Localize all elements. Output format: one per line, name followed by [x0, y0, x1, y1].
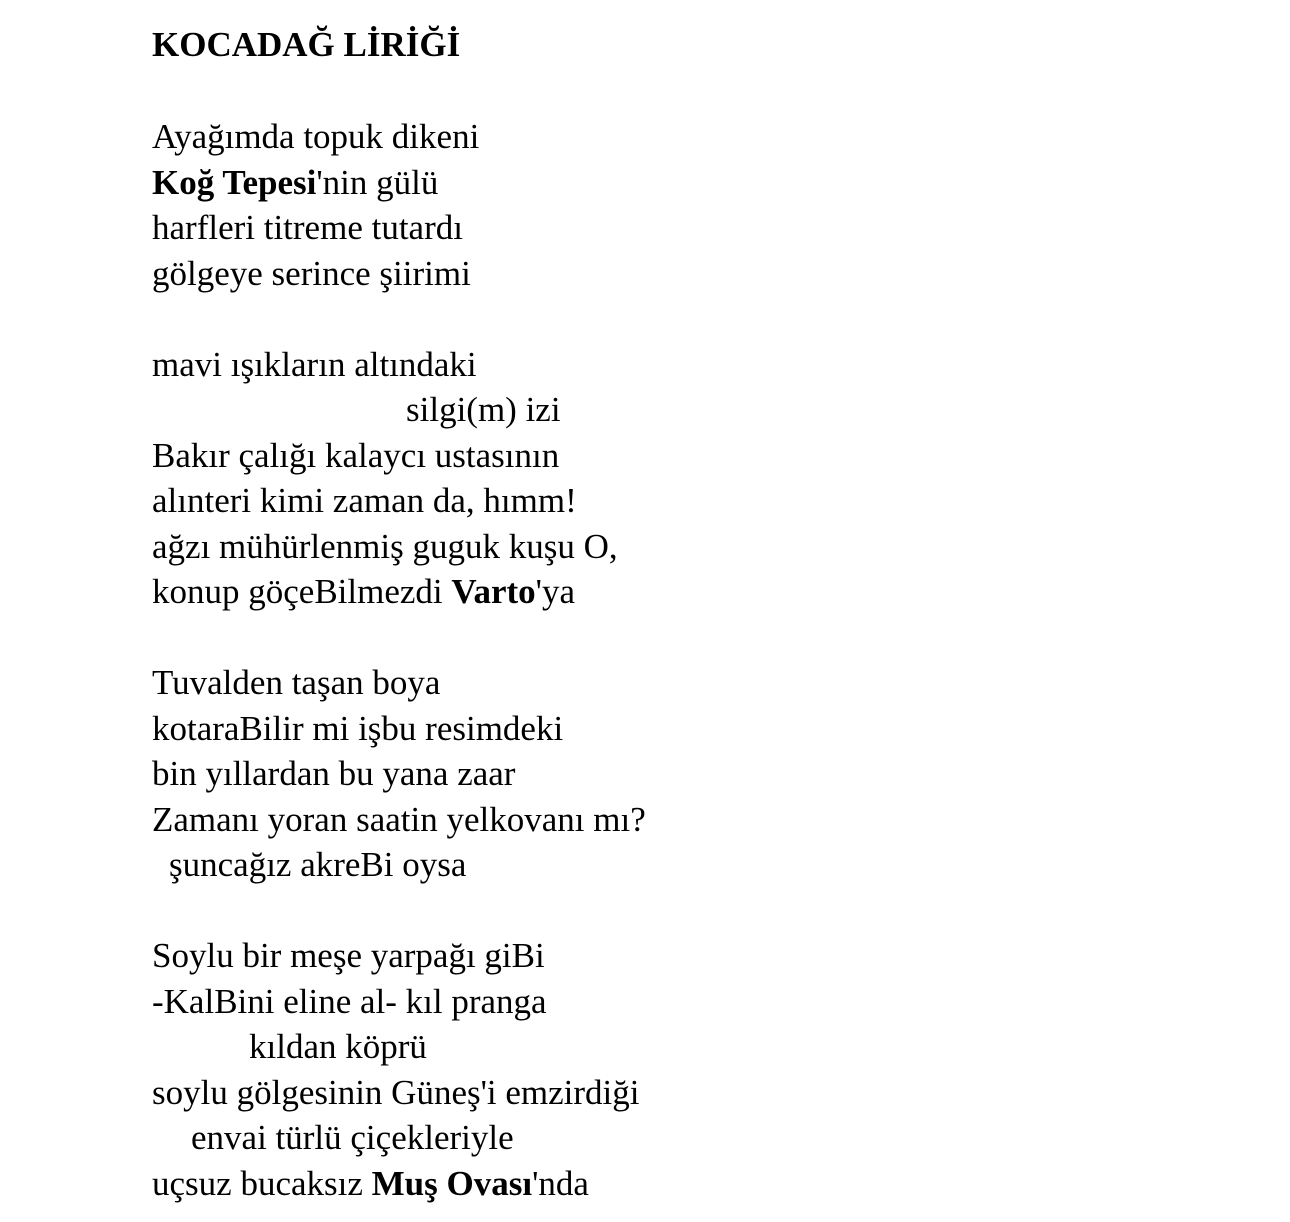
verse-line: Ayağımda topuk dikeni: [152, 117, 480, 156]
stanza-2: [152, 342, 1252, 615]
verse-text: uçsuz bucaksız: [152, 1163, 372, 1203]
stanza-4: [152, 933, 1252, 1206]
place-name: Koğ Tepesi: [152, 162, 317, 202]
verse-line: kotaraBilir mi işbu resimdeki: [152, 708, 564, 748]
verse-line: Zamanı yoran saatin yelkovanı mı?: [152, 799, 646, 839]
verse-text: konup göçeBilmezdi: [152, 572, 452, 611]
verse-text: 'ya: [535, 572, 575, 611]
place-name: Muş Ovası: [371, 1163, 533, 1203]
verse-line: ağzı mühürlenmiş guguk kuşu O,: [152, 526, 618, 566]
poem: [152, 22, 1252, 1206]
verse-line: -KalBini eline al- kıl pranga: [152, 981, 547, 1021]
verse-line-indented: envai türlü çiçekleriyle: [191, 1118, 514, 1157]
verse-text: 'nda: [532, 1163, 589, 1203]
stanza-gap: [152, 68, 1252, 114]
stanza-gap: [152, 296, 1252, 342]
verse-line: alınteri kimi zaman da, hımm!: [152, 481, 577, 520]
verse-line: Soylu bir meşe yarpağı giBi: [152, 936, 545, 975]
stanza-gap: [152, 615, 1252, 661]
stanza-1: [152, 114, 1252, 296]
verse-text: 'nin gülü: [316, 162, 439, 202]
verse-line-indented: silgi(m) izi: [406, 390, 561, 429]
verse-line-indented: kıldan köprü: [249, 1027, 427, 1066]
verse-line: Bakır çalığı kalaycı ustasının: [152, 435, 560, 475]
verse-line: [152, 1161, 1252, 1207]
verse-line-indented: şuncağız akreBi oysa: [169, 845, 467, 884]
verse-line: soylu gölgesinin Güneş'i emzirdiği: [152, 1072, 640, 1112]
stanza-gap: [152, 888, 1252, 934]
stanza-3: [152, 660, 1252, 888]
verse-line: gölgeye serince şiirimi: [152, 253, 471, 293]
place-name: Varto: [451, 572, 536, 611]
verse-line: mavi ışıkların altındaki: [152, 344, 477, 384]
verse-line: harfleri titreme tutardı: [152, 208, 463, 247]
verse-line: bin yıllardan bu yana zaar: [152, 754, 516, 793]
verse-line: [152, 160, 1252, 206]
verse-line: Tuvalden taşan boya: [152, 663, 441, 702]
poem-title: KOCADAĞ LİRİĞİ: [152, 25, 461, 64]
verse-line: [152, 569, 1252, 615]
